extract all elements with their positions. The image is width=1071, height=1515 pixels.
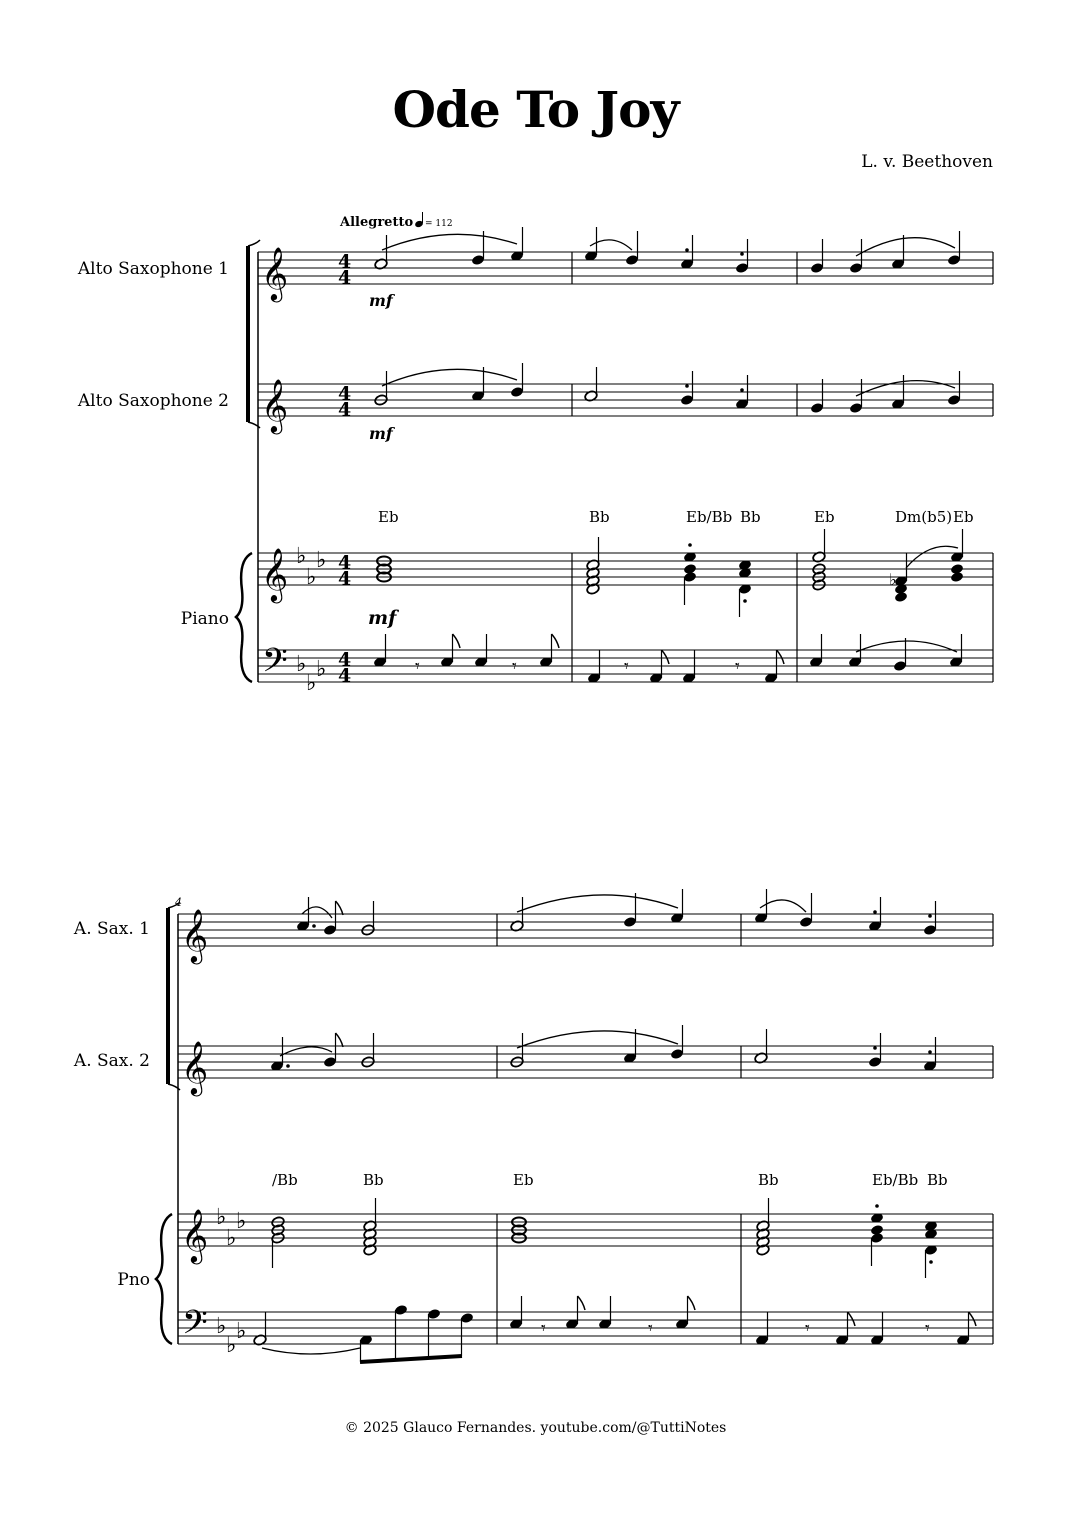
chord-symbol: Bb: [740, 508, 761, 526]
notes-sax2-sys2: [270, 1025, 937, 1072]
chord-symbol: Bb: [758, 1171, 779, 1189]
svg-text:𝄾: 𝄾: [648, 1318, 653, 1339]
dynamic-mf: mf: [369, 424, 393, 443]
staff-label-sax2: Alto Saxophone 2: [77, 391, 229, 411]
chord-symbol: Bb: [927, 1171, 948, 1189]
svg-text:𝄾: 𝄾: [925, 1318, 930, 1339]
treble-clef-icon: 𝄞: [181, 1208, 209, 1262]
svg-text:𝄾: 𝄾: [541, 1318, 546, 1339]
tempo-text: Allegretto: [340, 215, 414, 230]
notes-piano-lh-sys2: [253, 1296, 976, 1362]
treble-clef-icon: 𝄞: [181, 1040, 209, 1094]
key-signature-icon: [296, 544, 326, 696]
staff-label-sax1: A. Sax. 1: [73, 919, 150, 939]
composer: L. v. Beethoven: [861, 152, 993, 172]
score-title: Ode To Joy: [392, 80, 679, 139]
staff-label-piano: Pno: [117, 1270, 150, 1290]
copyright-footer: © 2025 Glauco Fernandes. youtube.com/@TuttiNotes: [344, 1420, 727, 1436]
notes-piano-lh-sys1: [373, 634, 963, 684]
bass-clef-icon: 𝄢: [262, 642, 288, 688]
svg-text:𝄾: 𝄾: [805, 1318, 810, 1339]
notes-sax2-sys1: [374, 363, 961, 414]
svg-text:𝄾: 𝄾: [512, 656, 517, 677]
svg-text:4: 4: [338, 568, 352, 590]
svg-text:♭: ♭: [316, 657, 327, 682]
staff-label-sax1: Alto Saxophone 1: [77, 259, 229, 279]
tempo-bpm: = 112: [425, 219, 453, 229]
svg-text:♭: ♭: [216, 1314, 227, 1339]
svg-text:𝄾: 𝄾: [624, 656, 629, 677]
svg-text:4: 4: [338, 552, 352, 574]
svg-text:♭: ♭: [306, 671, 317, 696]
svg-text:♭: ♭: [296, 652, 307, 677]
svg-text:4: 4: [338, 251, 352, 273]
chord-symbol: Eb: [953, 508, 974, 526]
staff-label-piano: Piano: [180, 609, 229, 629]
treble-clef-icon: 𝄞: [261, 378, 289, 432]
chord-symbol: Bb: [363, 1171, 384, 1189]
svg-text:4: 4: [338, 399, 352, 421]
treble-clef-icon: 𝄞: [181, 908, 209, 962]
chord-symbol: Eb/Bb: [686, 508, 733, 526]
svg-text:♭: ♭: [236, 1319, 247, 1344]
chord-symbol: Bb: [589, 508, 610, 526]
svg-text:𝄾: 𝄾: [415, 656, 420, 677]
svg-text:4: 4: [338, 665, 352, 687]
staff-piano-rh: [258, 553, 993, 585]
svg-text:♭: ♭: [316, 548, 327, 573]
piano-brace: [156, 1214, 172, 1344]
dynamic-mf: mf: [369, 291, 393, 310]
chord-symbol: Eb/Bb: [872, 1171, 919, 1189]
treble-clef-icon: 𝄞: [261, 547, 289, 601]
chord-symbol: /Bb: [272, 1171, 298, 1189]
chord-symbol: Eb: [814, 508, 835, 526]
svg-text:♭: ♭: [216, 1205, 227, 1230]
chord-symbol: Eb: [378, 508, 399, 526]
bass-clef-icon: 𝄢: [182, 1304, 208, 1350]
notes-sax1-sys2: [296, 889, 937, 936]
svg-text:♭: ♭: [226, 1226, 237, 1251]
time-signature: [338, 251, 351, 687]
treble-clef-icon: 𝄞: [261, 246, 289, 300]
svg-text:♭: ♭: [226, 1333, 237, 1358]
staff-sax1: [258, 252, 993, 284]
svg-text:♭: ♭: [889, 570, 897, 589]
svg-text:4: 4: [338, 267, 352, 289]
staff-piano-rh: [178, 1214, 993, 1246]
svg-text:𝄾: 𝄾: [735, 656, 740, 677]
key-signature-icon: [216, 1205, 246, 1358]
svg-text:♭: ♭: [236, 1209, 247, 1234]
staff-label-sax2: A. Sax. 2: [73, 1051, 150, 1071]
notes-sax1-sys1: [374, 227, 961, 274]
svg-text:♭: ♭: [306, 565, 317, 590]
chord-symbol: Dm(b5): [895, 508, 953, 526]
notes-piano-rh-sys1: [377, 529, 964, 617]
measure-number: 4: [175, 896, 182, 909]
piano-brace: [236, 553, 252, 682]
dynamic-mf: mf: [368, 607, 397, 629]
chord-symbol: Eb: [513, 1171, 534, 1189]
svg-text:4: 4: [338, 383, 352, 405]
staff-sax2: [258, 384, 993, 416]
svg-text:4: 4: [338, 649, 352, 671]
svg-text:♭: ♭: [296, 544, 307, 569]
staff-piano-lh: [178, 1312, 993, 1344]
